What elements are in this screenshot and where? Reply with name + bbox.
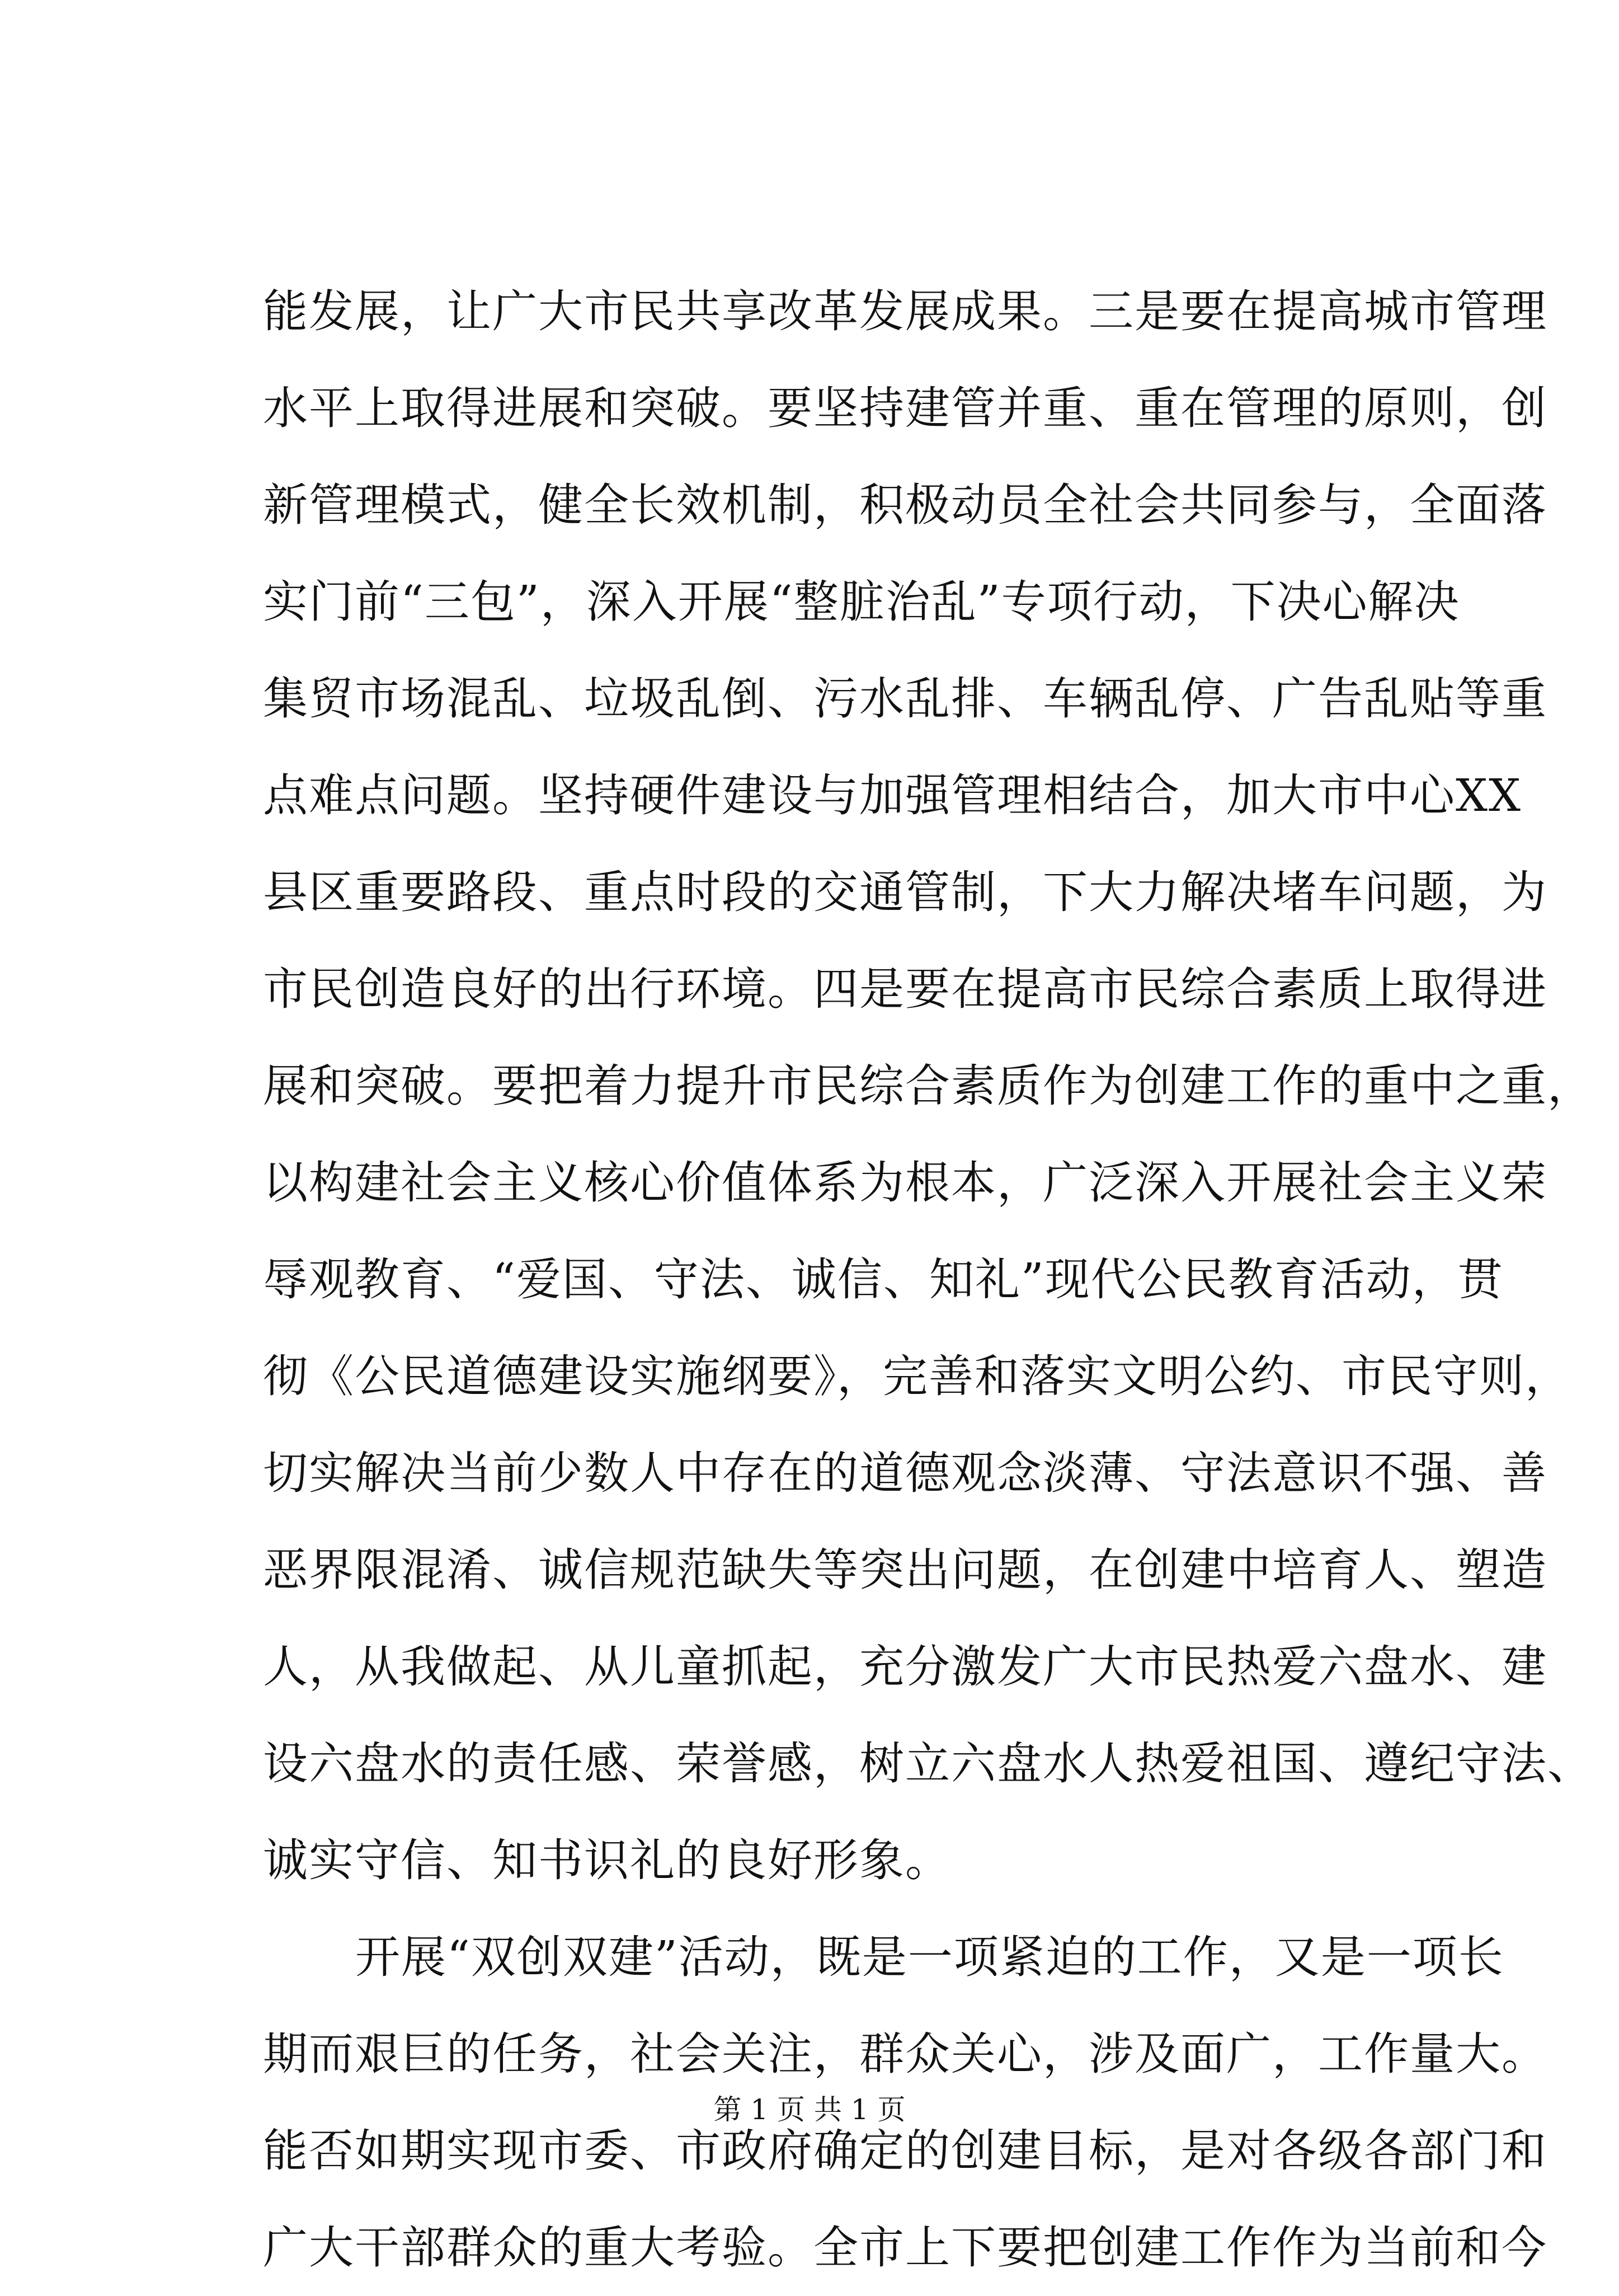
text-line: 设六盘水的责任感、荣誉感，树立六盘水人热爱祖国、遵纪守法、 [263,1738,1593,1790]
paragraph-end-line: 诚实守信、知书识礼的良好形象。 [263,1834,951,1886]
page-number: 第 1 页 共 1 页 [713,2093,906,2126]
text-line: 恶界限混淆、诚信规范缺失等突出问题，在创建中培育人、塑造 [263,1544,1547,1596]
paragraph-start-line: 开展“双创双建”活动，既是一项紧迫的工作，又是一项长 [355,1931,1504,1983]
text-line: 展和突破。要把着力提升市民综合素质作为创建工作的重中之重， [263,1060,1593,1112]
text-line: 以构建社会主义核心价值体系为根本，广泛深入开展社会主义荣 [263,1157,1547,1209]
text-line: 切实解决当前少数人中存在的道德观念淡薄、守法意识不强、善 [263,1447,1547,1499]
text-line: 能发展，让广大市民共享改革发展成果。三是要在提高城市管理 [263,285,1547,337]
text-line: 市民创造良好的出行环境。四是要在提高市民综合素质上取得进 [263,963,1547,1015]
text-line: 期而艰巨的任务，社会关注，群众关心，涉及面广，工作量大。 [263,2028,1547,2080]
text-line: 县区重要路段、重点时段的交通管制，下大力解决堵车问题，为 [263,866,1547,918]
text-line: 集贸市场混乱、垃圾乱倒、污水乱排、车辆乱停、广告乱贴等重 [263,673,1547,725]
text-line: 辱观教育、“爱国、守法、诚信、知礼”现代公民教育活动，贯 [263,1253,1504,1306]
text-line: 人，从我做起、从儿童抓起，充分激发广大市民热爱六盘水、建 [263,1641,1547,1693]
page-footer [0,2090,1619,2129]
text-line: 能否如期实现市委、市政府确定的创建目标，是对各级各部门和 [263,2125,1547,2177]
text-line: 水平上取得进展和突破。要坚持建管并重、重在管理的原则，创 [263,382,1547,434]
text-line: 彻《公民道德建设实施纲要》，完善和落实文明公约、市民守则， [263,1350,1571,1402]
text-line: 广大干部群众的重大考验。全市上下要把创建工作作为当前和今 [263,2222,1547,2274]
body-text [263,263,1593,2296]
text-line: 实门前“三包”，深入开展“整脏治乱”专项行动，下决心解决 [263,576,1460,628]
text-line: 新管理模式，健全长效机制，积极动员全社会共同参与，全面落 [263,479,1547,531]
text-line: 点难点问题。坚持硬件建设与加强管理相结合，加大市中心XX [263,769,1522,821]
